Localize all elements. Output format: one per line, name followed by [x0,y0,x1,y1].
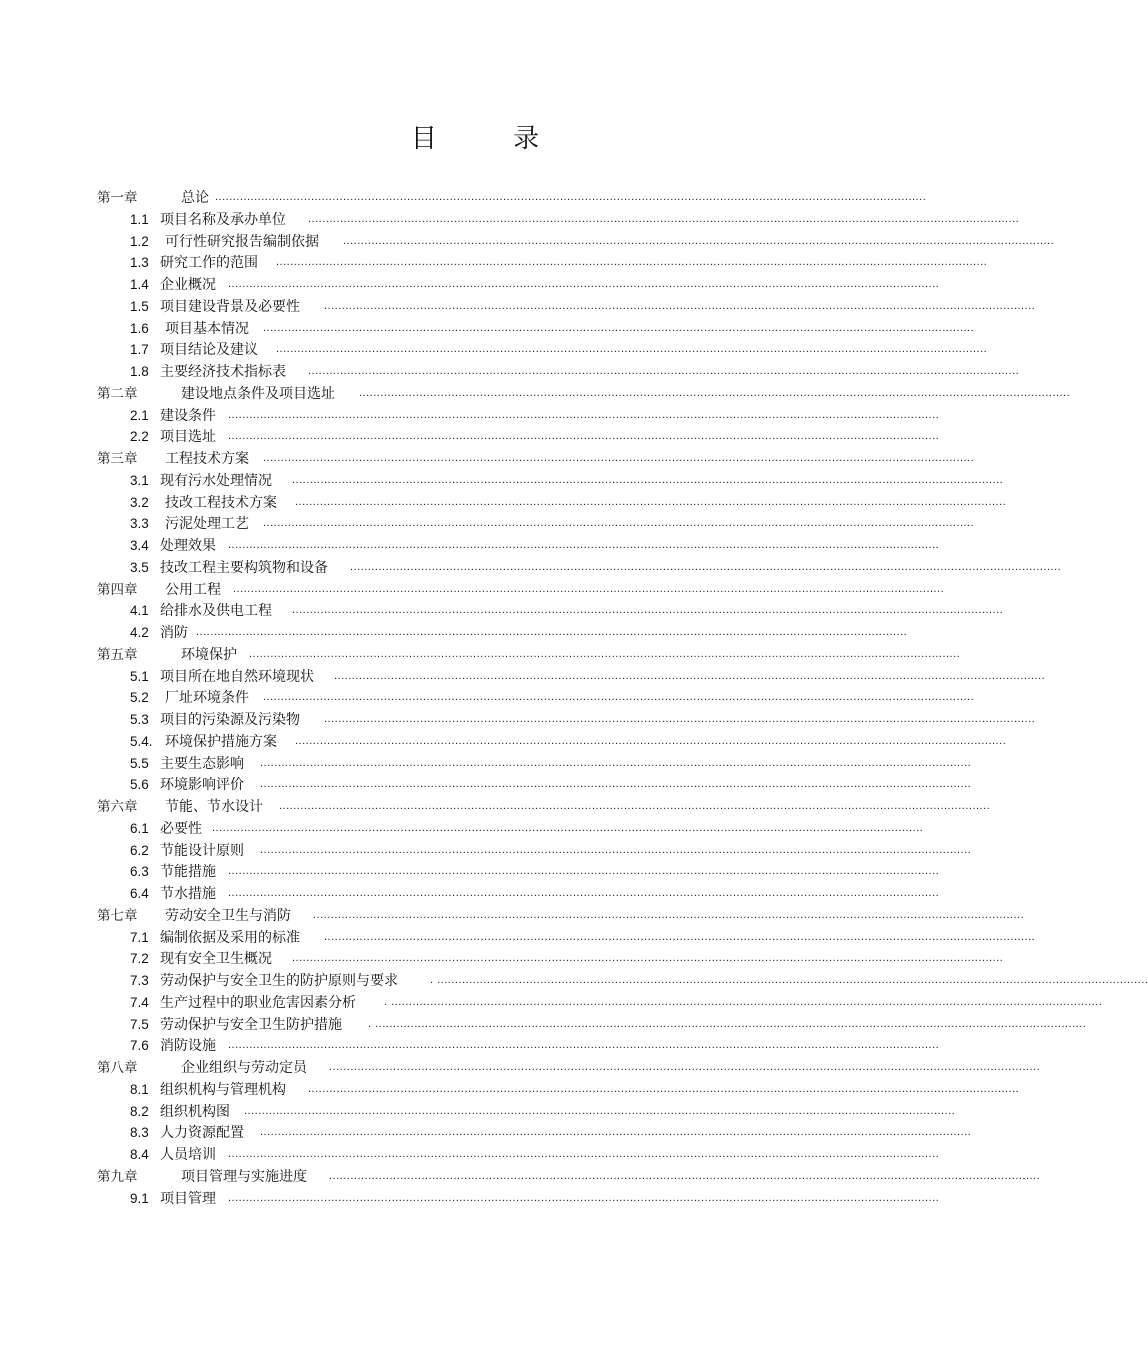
toc-chapter-entry[interactable] [97,448,975,470]
toc-section-entry[interactable] [97,470,1004,492]
toc-leader-dots: ........................................................................................................................................................................................................ [295,734,1007,747]
toc-leader-dots: ........................................................................................................................................................................................................ [329,1169,1041,1182]
toc-entry-number: 5.5 [130,755,149,771]
toc-leader-dots: . ........................................................................................................................................................................................................ [430,974,1148,986]
toc-section-entry[interactable] [97,622,908,644]
toc-entry-label: 环境保护措施方案 [165,733,277,750]
toc-entry-number: 第六章 [97,799,138,814]
toc-section-entry[interactable] [97,1035,940,1057]
toc-section-entry[interactable] [97,666,1046,688]
toc-entry-number: 6.4 [130,886,149,901]
toc-entry-number: 3.5 [130,559,149,575]
toc-entry-number: 第四章 [97,581,138,597]
toc-section-entry[interactable] [97,818,924,840]
toc-entry-label: 给排水及供电工程 [160,603,272,620]
toc-entry-number: 2.2 [130,429,149,445]
toc-leader-dots: ........................................................................................................................................................................................................ [308,212,1020,225]
toc-entry-label: 节能措施 [160,864,216,881]
toc-entry-number: 3.2 [130,494,149,510]
toc-entry-label: 组织机构与管理机构 [160,1081,286,1098]
toc-entry-number: 7.5 [130,1016,149,1032]
toc-entry-number: 1.5 [130,298,149,314]
toc-entry-number: 1.1 [130,211,149,227]
toc-entry-label: 消防 [160,625,188,641]
toc-entry-label: 总论 [181,190,209,206]
toc-leader-dots: . ........................................................................................................................................................................................................ [384,995,1103,1008]
toc-entry-label: 建设地点条件及项目选址 [181,385,335,402]
toc-entry-number: 4.2 [130,625,149,640]
toc-entry-number: 5.1 [130,668,149,684]
toc-entry-number: 第八章 [97,1060,138,1075]
toc-leader-dots: ........................................................................................................................................................................................................ [324,299,1036,312]
toc-entry-label: 研究工作的范围 [160,255,258,272]
toc-section-entry[interactable] [97,361,1020,383]
toc-entry-label: 编制依据及采用的标准 [160,929,300,946]
toc-entry-label: 技改工程技术方案 [165,494,277,511]
toc-entry-number: 8.2 [130,1103,149,1119]
toc-leader-dots: ........................................................................................................................................................................................................ [276,256,988,269]
toc-leader-dots: ........................................................................................................................................................................................................ [228,1191,940,1204]
toc-leader-dots: ........................................................................................................................................................................................................ [324,713,1036,725]
toc-section-entry[interactable] [97,774,972,796]
toc-entry-number: 5.3 [130,712,149,727]
toc-entry-label: 项目所在地自然环境现状 [160,668,314,685]
toc-chapter-entry[interactable] [97,1166,1041,1188]
toc-entry-number: 8.4 [130,1147,149,1162]
toc-section-entry[interactable] [97,731,1007,753]
toc-entry-label: 企业概况 [160,277,216,293]
toc-leader-dots: ........................................................................................................................................................................................................ [228,278,940,290]
toc-entry-label: 项目的污染源及污染物 [160,712,300,728]
toc-entry-number: 7.3 [130,973,149,988]
toc-leader-dots: ........................................................................................................................................................................................................ [228,1148,940,1160]
toc-section-entry[interactable] [97,1144,940,1166]
table-of-contents [97,187,1148,1209]
toc-section-entry[interactable] [97,1101,956,1123]
toc-leader-dots: ........................................................................................................................................................................................................ [249,647,961,660]
toc-section-entry[interactable] [97,1188,940,1210]
toc-entry-label: 节能设计原则 [160,842,244,859]
toc-chapter-entry[interactable] [97,644,961,666]
toc-entry-label: 项目名称及承办单位 [160,211,286,228]
toc-section-entry[interactable] [97,883,940,905]
toc-section-entry[interactable] [97,274,940,296]
toc-leader-dots: ........................................................................................................................................................................................................ [313,908,1025,921]
toc-entry-number: 5.2 [130,690,149,706]
toc-entry-number: 2.1 [130,407,149,423]
toc-chapter-entry[interactable] [97,187,927,209]
toc-entry-label: 厂址环境条件 [165,690,249,707]
toc-entry-number: 第二章 [97,385,138,401]
toc-leader-dots: ........................................................................................................................................................................................................ [263,517,975,530]
toc-leader-dots: ........................................................................................................................................................................................................ [308,1082,1020,1095]
toc-leader-dots: ........................................................................................................................................................................................................ [228,408,940,421]
toc-leader-dots: ........................................................................................................................................................................................................ [276,343,988,356]
toc-section-entry[interactable] [97,513,975,535]
toc-section-entry[interactable] [97,1014,1087,1036]
toc-chapter-entry[interactable] [97,579,945,601]
toc-entry-label: 技改工程主要构筑物和设备 [160,559,328,576]
toc-section-entry[interactable] [97,687,975,709]
toc-entry-number: 6.2 [130,842,149,858]
toc-section-entry[interactable] [97,535,940,557]
toc-section-entry[interactable] [97,861,940,883]
toc-entry-number: 3.1 [130,472,149,488]
toc-entry-number: 3.3 [130,516,149,532]
toc-leader-dots: ........................................................................................................................................................................................................ [263,321,975,334]
toc-leader-dots: ........................................................................................................................................................................................................ [263,691,975,704]
toc-leader-dots: ........................................................................................................................................................................................................ [233,582,945,595]
toc-entry-label: 环境保护 [181,646,237,663]
toc-entry-label: 公用工程 [165,581,221,598]
toc-entry-number: 第七章 [97,907,138,923]
toc-leader-dots: ........................................................................................................................................................................................................ [334,669,1046,682]
toc-entry-number: 1.2 [130,233,149,249]
toc-section-entry[interactable] [97,252,988,274]
toc-entry-number: 6.3 [130,864,149,880]
toc-entry-number: 1.3 [130,255,149,271]
toc-leader-dots: ........................................................................................................................................................................................................ [228,865,940,878]
toc-leader-dots: ........................................................................................................................................................................................................ [215,191,927,203]
toc-entry-label: 企业组织与劳动定员 [181,1060,307,1076]
toc-entry-label: 主要生态影响 [160,755,244,772]
toc-entry-label: 必要性 [160,820,202,837]
toc-leader-dots: ........................................................................................................................................................................................................ [329,1061,1041,1073]
toc-section-entry[interactable] [97,1122,972,1144]
toc-entry-number: 1.6 [130,320,149,336]
toc-section-entry[interactable] [97,709,1036,731]
toc-section-entry[interactable] [97,339,988,361]
toc-leader-dots: ........................................................................................................................................................................................................ [260,778,972,791]
toc-leader-dots: ........................................................................................................................................................................................................ [244,1104,956,1117]
toc-entry-label: 处理效果 [160,538,216,554]
toc-entry-label: 项目建设背景及必要性 [160,298,300,315]
toc-entry-label: 项目结论及建议 [160,342,258,359]
toc-entry-label: 项目选址 [160,429,216,446]
toc-leader-dots: ........................................................................................................................................................................................................ [308,365,1020,377]
toc-chapter-entry[interactable] [97,1057,1041,1079]
toc-entry-number: 第五章 [97,646,138,662]
toc-leader-dots: ........................................................................................................................................................................................................ [359,386,1071,399]
toc-leader-dots: ........................................................................................................................................................................................................ [228,887,940,899]
toc-entry-number: 8.3 [130,1125,149,1141]
toc-entry-label: 组织机构图 [160,1103,230,1120]
toc-title: 目 录 [410,124,574,154]
toc-entry-number: 7.2 [130,951,149,967]
toc-leader-dots: ........................................................................................................................................................................................................ [350,560,1062,573]
toc-entry-number: 第一章 [97,190,138,205]
toc-entry-label: 人员培训 [160,1147,216,1163]
toc-leader-dots: ........................................................................................................................................................................................................ [324,930,1036,943]
toc-entry-label: 消防设施 [160,1038,216,1055]
toc-section-entry[interactable] [97,600,1004,622]
toc-leader-dots: ........................................................................................................................................................................................................ [260,1126,972,1139]
toc-section-entry[interactable] [97,1079,1020,1101]
toc-section-entry[interactable] [97,557,1062,579]
toc-entry-number: 1.7 [130,342,149,358]
toc-chapter-entry[interactable] [97,796,991,818]
toc-entry-label: 劳动保护与安全卫生防护措施 [160,1016,342,1033]
toc-entry-number: 6.1 [130,820,149,836]
toc-entry-number: 3.4 [130,538,149,553]
toc-section-entry[interactable] [97,492,1007,514]
toc-leader-dots: ........................................................................................................................................................................................................ [343,234,1055,247]
toc-entry-label: 环境影响评价 [160,777,244,794]
toc-section-entry[interactable] [97,927,1036,949]
toc-entry-number: 5.6 [130,777,149,793]
toc-section-entry[interactable] [97,318,975,340]
toc-section-entry[interactable] [97,296,1036,318]
toc-section-entry[interactable] [97,753,972,775]
toc-entry-label: 主要经济技术指标表 [160,364,286,380]
toc-entry-number: 7.4 [130,994,149,1010]
toc-entry-number: 1.4 [130,277,149,292]
toc-entry-label: 生产过程中的职业危害因素分析 [160,994,356,1011]
toc-entry-label: 现有污水处理情况 [160,472,272,489]
toc-section-entry[interactable] [97,992,1103,1014]
toc-section-entry[interactable] [97,948,1004,970]
toc-leader-dots: ........................................................................................................................................................................................................ [292,604,1004,617]
toc-entry-label: 劳动保护与安全卫生的防护原则与要求 [160,973,398,989]
toc-leader-dots: ........................................................................................................................................................................................................ [228,1039,940,1052]
toc-entry-label: 节能、节水设计 [165,799,263,815]
toc-entry-label: 项目基本情况 [165,320,249,337]
toc-leader-dots: ........................................................................................................................................................................................................ [228,430,940,443]
toc-entry-label: 节水措施 [160,886,216,902]
toc-entry-label: 劳动安全卫生与消防 [165,907,291,924]
toc-leader-dots: ........................................................................................................................................................................................................ [263,452,975,464]
toc-entry-label: 工程技术方案 [165,451,249,467]
toc-chapter-entry[interactable] [97,383,1071,405]
toc-chapter-entry[interactable] [97,905,1025,927]
toc-entry-number: 1.8 [130,364,149,379]
toc-entry-number: 8.1 [130,1081,149,1097]
toc-leader-dots: ........................................................................................................................................................................................................ [295,495,1007,508]
toc-leader-dots: ........................................................................................................................................................................................................ [260,756,972,769]
toc-entry-number: 4.1 [130,603,149,619]
toc-leader-dots: ........................................................................................................................................................................................................ [196,626,908,638]
toc-leader-dots: ........................................................................................................................................................................................................ [212,821,924,834]
toc-section-entry[interactable] [97,405,940,427]
toc-leader-dots: ........................................................................................................................................................................................................ [292,952,1004,965]
toc-entry-number: 7.1 [130,929,149,945]
toc-entry-number: 7.6 [130,1038,149,1054]
toc-section-entry[interactable] [97,231,1055,253]
toc-entry-label: 建设条件 [160,407,216,424]
toc-entry-label: 项目管理与实施进度 [181,1168,307,1185]
toc-entry-label: 现有安全卫生概况 [160,951,272,968]
toc-leader-dots: ........................................................................................................................................................................................................ [228,539,940,551]
toc-entry-number: 9.1 [130,1190,149,1206]
toc-section-entry[interactable] [97,426,940,448]
toc-leader-dots: . ........................................................................................................................................................................................................ [368,1017,1087,1030]
toc-section-entry[interactable] [97,840,972,862]
toc-entry-label: 人力资源配置 [160,1125,244,1142]
toc-leader-dots: ........................................................................................................................................................................................................ [260,843,972,856]
toc-leader-dots: ........................................................................................................................................................................................................ [292,473,1004,486]
toc-entry-number: 第九章 [97,1168,138,1184]
toc-entry-label: 可行性研究报告编制依据 [165,233,319,250]
toc-section-entry[interactable] [97,970,1148,992]
toc-entry-number: 5.4. [130,733,153,749]
toc-entry-number: 第三章 [97,451,138,466]
toc-section-entry[interactable] [97,209,1020,231]
toc-entry-label: 项目管理 [160,1190,216,1207]
toc-entry-label: 污泥处理工艺 [165,516,249,533]
toc-leader-dots: ........................................................................................................................................................................................................ [279,800,991,812]
